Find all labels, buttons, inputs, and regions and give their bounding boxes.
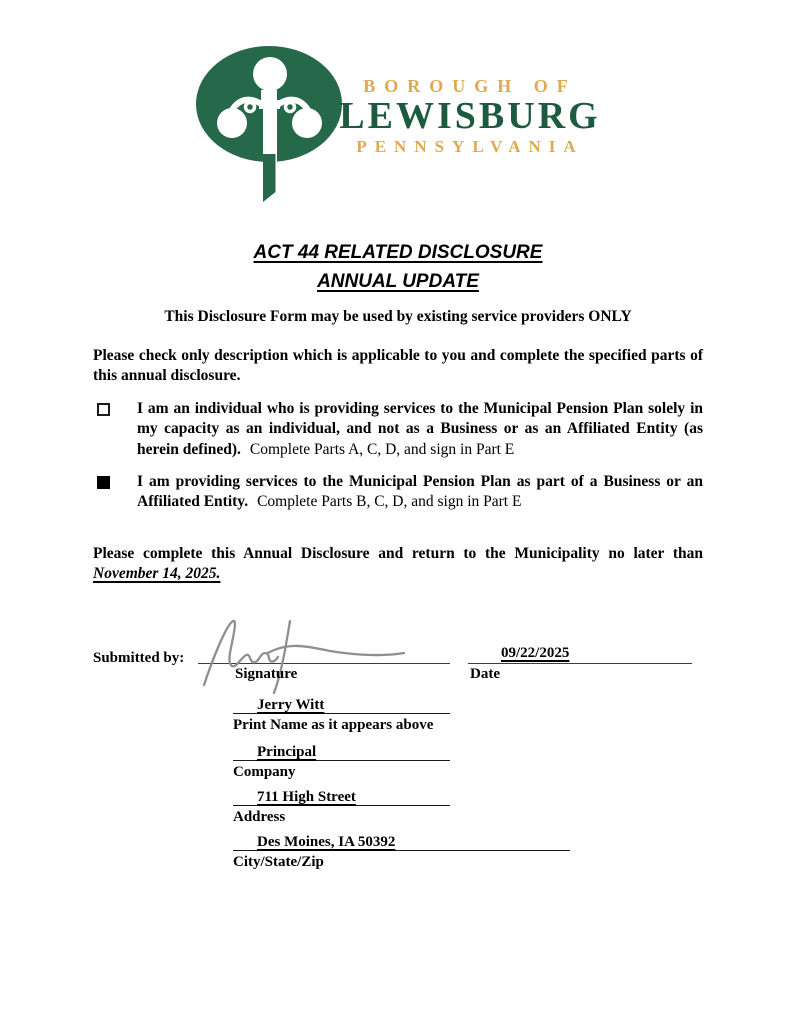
option-individual-text: I am an individual who is providing services to the Municipal Pension Plan solely in my capacity as an individual, and not as a Business or as an Affiliated Entity (as herein defined). Complete Parts A, C, D, and sign in Part E xyxy=(137,400,703,458)
signature-label: Signature xyxy=(235,666,298,682)
option-individual xyxy=(93,399,703,460)
lamppost-logo-icon xyxy=(195,44,345,209)
date-field[interactable] xyxy=(468,627,692,682)
individual-checkbox[interactable] xyxy=(97,403,110,416)
logo-text xyxy=(339,76,600,158)
deadline-paragraph xyxy=(93,544,703,585)
company-label: Company xyxy=(233,764,296,780)
city-state-zip-field[interactable] xyxy=(233,833,570,871)
print-name-field[interactable] xyxy=(233,696,450,734)
handwritten-signature xyxy=(192,609,432,694)
option-business xyxy=(93,472,703,513)
city-state-zip-label: City/State/Zip xyxy=(233,854,324,870)
logo-lewisburg: LEWISBURG xyxy=(339,95,601,137)
date-value: 09/22/2025 xyxy=(501,645,570,661)
doc-title-line1: ACT 44 RELATED DISCLOSURE xyxy=(253,242,543,263)
company-value: Principal xyxy=(257,744,317,760)
print-name-value: Jerry Witt xyxy=(257,697,325,713)
company-field[interactable] xyxy=(233,743,450,781)
print-name-label: Print Name as it appears above xyxy=(233,717,434,733)
address-field[interactable] xyxy=(233,788,450,826)
logo-borough-of: BOROUGH OF xyxy=(363,76,577,96)
option-business-text: I am providing services to the Municipal Pension Plan as part of a Business or an Affiliated Entity. Complete Parts B, C, D, and sign in Part E xyxy=(137,473,703,511)
deadline-date: November 14, 2025. xyxy=(93,565,221,583)
doc-title-line2: ANNUAL UPDATE xyxy=(317,271,479,292)
logo-pennsylvania: PENNSYLVANIA xyxy=(356,137,584,156)
city-state-zip-value: Des Moines, IA 50392 xyxy=(257,834,396,850)
submitted-by-label: Submitted by: xyxy=(93,650,185,666)
signature-field[interactable] xyxy=(198,627,450,682)
date-label: Date xyxy=(470,666,500,682)
borough-logo xyxy=(0,44,796,209)
business-checkbox[interactable] xyxy=(97,476,110,489)
deadline-text: Please complete this Annual Disclosure and return to the Municipality no later than xyxy=(93,545,703,562)
subtitle: This Disclosure Form may be used by existing service providers ONLY xyxy=(164,308,632,325)
intro-paragraph: Please check only description which is applicable to you and complete the specified parts of this annual disclosure. xyxy=(93,347,703,385)
address-label: Address xyxy=(233,809,286,825)
address-value: 711 High Street xyxy=(257,789,356,805)
